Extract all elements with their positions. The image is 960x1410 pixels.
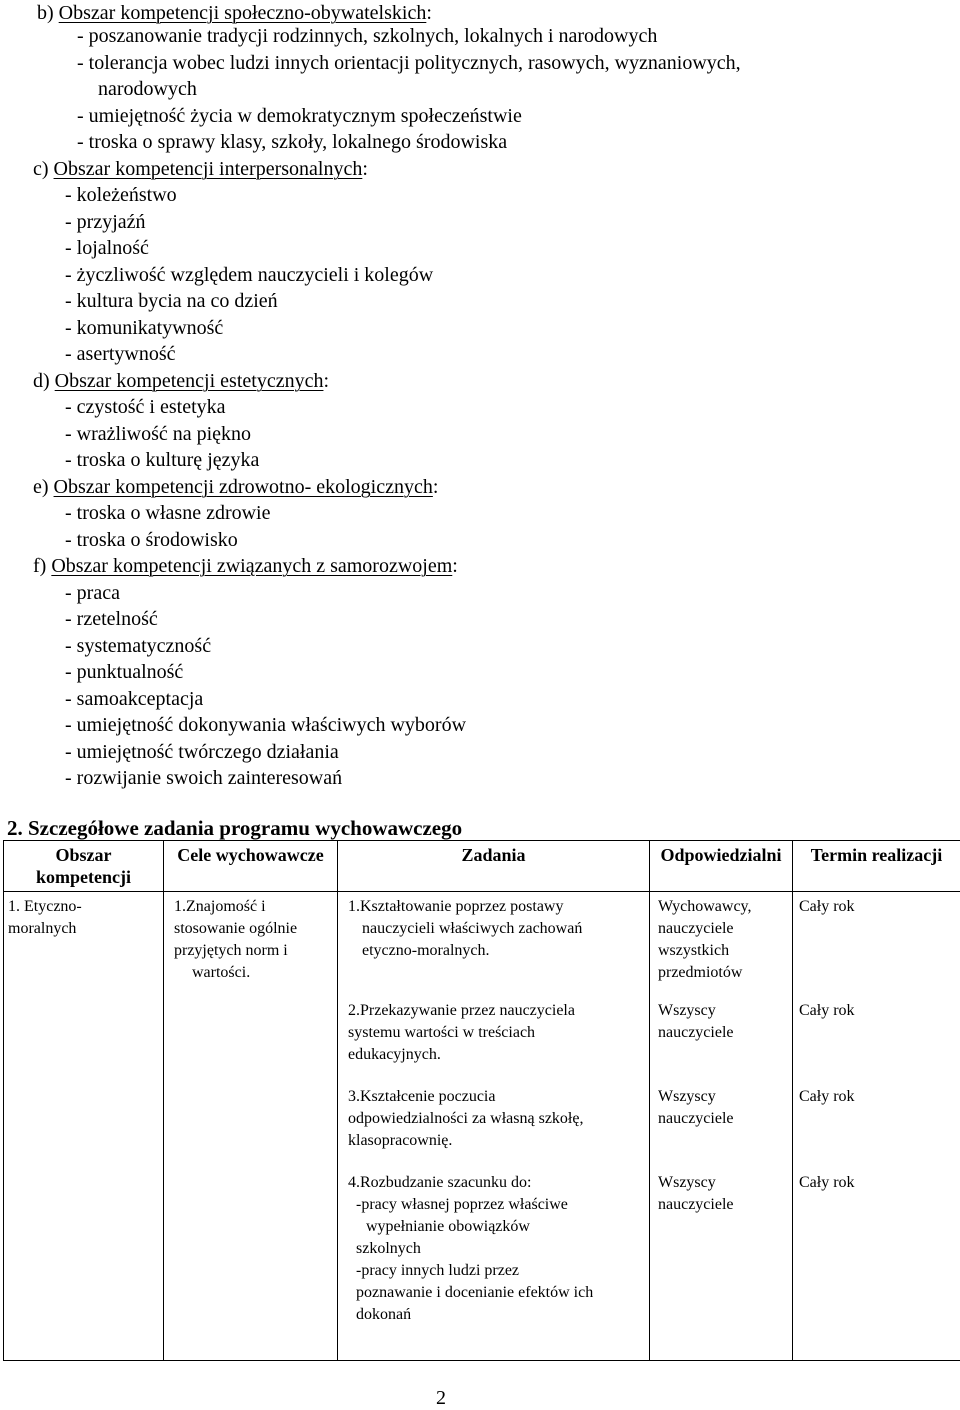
list-item: - praca xyxy=(65,580,120,606)
section-c-heading: c) Obszar kompetencji interpersonalnych: xyxy=(33,156,368,182)
list-item: narodowych xyxy=(98,76,197,102)
list-item: - koleżeństwo xyxy=(65,182,177,208)
section-d-heading: d) Obszar kompetencji estetycznych: xyxy=(33,368,329,394)
list-item: - kultura bycia na co dzień xyxy=(65,288,278,314)
table-row xyxy=(4,1082,960,1168)
list-item: - przyjaźń xyxy=(65,209,146,235)
section-b-heading: b) Obszar kompetencji społeczno-obywatelskich: xyxy=(37,0,432,26)
cell-cele: 1.Znajomość i stosowanie ogólnie przyjętych norm i wartości. xyxy=(164,892,338,997)
section-2-heading: 2. Szczegółowe zadania programu wychowawczego xyxy=(7,816,462,841)
cell-termin: Cały rok xyxy=(793,1168,960,1361)
list-item: - umiejętność życia w demokratycznym społeczeństwie xyxy=(77,103,522,129)
list-item: - troska o własne zdrowie xyxy=(65,500,271,526)
cell-zadania: 1.Kształtowanie poprzez postawy nauczycieli właściwych zachowań etyczno-moralnych. xyxy=(338,892,650,997)
list-item: - lojalność xyxy=(65,235,149,261)
list-item: - samoakceptacja xyxy=(65,686,203,712)
list-item: - wrażliwość na piękno xyxy=(65,421,251,447)
table-row xyxy=(4,996,960,1082)
list-item: - umiejętność twórczego działania xyxy=(65,739,339,765)
table-header-row xyxy=(4,841,960,892)
list-item: - asertywność xyxy=(65,341,176,367)
cell-odpowiedzialni: Wszyscy nauczyciele xyxy=(650,1168,793,1361)
header-cele: Cele wychowawcze xyxy=(164,841,338,892)
list-item: - troska o kulturę języka xyxy=(65,447,259,473)
cell-odpowiedzialni: Wszyscy nauczyciele xyxy=(650,996,793,1082)
header-termin: Termin realizacji xyxy=(793,841,960,892)
list-item: - rzetelność xyxy=(65,606,158,632)
header-obszar: Obszar kompetencji xyxy=(4,841,164,892)
section-f-heading: f) Obszar kompetencji związanych z samorozwojem: xyxy=(33,553,458,579)
cell-zadania: 3.Kształcenie poczucia odpowiedzialności za własną szkołę, klasopracownię. xyxy=(338,1082,650,1168)
section-e-title: Obszar kompetencji zdrowotno- ekologicznych xyxy=(54,476,433,498)
header-odpowiedzialni: Odpowiedzialni xyxy=(650,841,793,892)
table-row xyxy=(4,1168,960,1361)
header-zadania: Zadania xyxy=(338,841,650,892)
cell-termin: Cały rok xyxy=(793,1082,960,1168)
list-item: - umiejętność dokonywania właściwych wyborów xyxy=(65,712,466,738)
section-f-title: Obszar kompetencji związanych z samorozwojem xyxy=(51,555,452,577)
list-item: - komunikatywność xyxy=(65,315,223,341)
list-item: - punktualność xyxy=(65,659,183,685)
list-item: - rozwijanie swoich zainteresowań xyxy=(65,765,342,791)
cell-odpowiedzialni: Wszyscy nauczyciele xyxy=(650,1082,793,1168)
section-e-heading: e) Obszar kompetencji zdrowotno- ekologicznych: xyxy=(33,474,438,500)
list-item: - systematyczność xyxy=(65,633,211,659)
list-item: - tolerancja wobec ludzi innych orientacji politycznych, rasowych, wyznaniowych, xyxy=(77,50,741,76)
table-row xyxy=(4,892,960,997)
page-number: 2 xyxy=(436,1387,446,1410)
cell-termin: Cały rok xyxy=(793,996,960,1082)
section-d-title: Obszar kompetencji estetycznych xyxy=(55,370,324,392)
section-c-title: Obszar kompetencji interpersonalnych xyxy=(54,158,363,180)
section-b-title: Obszar kompetencji społeczno-obywatelskich xyxy=(59,2,427,24)
list-item: - życzliwość względem nauczycieli i kolegów xyxy=(65,262,433,288)
cell-termin: Cały rok xyxy=(793,892,960,997)
cell-odpowiedzialni: Wychowawcy, nauczyciele wszystkich przedmiotów xyxy=(650,892,793,997)
list-item: - czystość i estetyka xyxy=(65,394,226,420)
cell-zadania: 4.Rozbudzanie szacunku do: -pracy własnej poprzez właściwe wypełnianie obowiązków szkolnych -pracy innych ludzi przez poznawanie i docenianie efektów ich dokonań xyxy=(338,1168,650,1361)
list-item: - troska o środowisko xyxy=(65,527,238,553)
cell-obszar: 1. Etyczno- moralnych xyxy=(4,892,164,997)
list-item: - troska o sprawy klasy, szkoły, lokalnego środowiska xyxy=(77,129,507,155)
list-item: - poszanowanie tradycji rodzinnych, szkolnych, lokalnych i narodowych xyxy=(77,23,657,49)
program-table xyxy=(3,840,960,1361)
cell-zadania: 2.Przekazywanie przez nauczyciela systemu wartości w treściach edukacyjnych. xyxy=(338,996,650,1082)
